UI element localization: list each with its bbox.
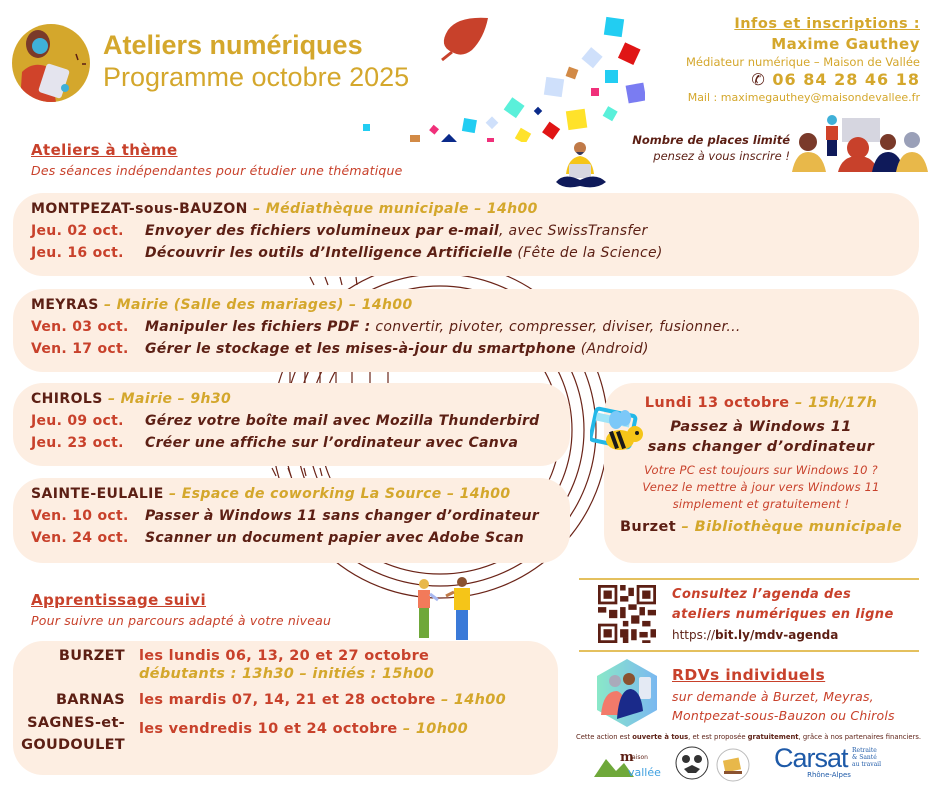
man-with-laptop-icon xyxy=(556,140,606,195)
svg-text:aison: aison xyxy=(632,754,648,761)
session-row: Jeu. 16 oct. Découvrir les outils d’Intelligence Artificielle (Fête de la Science) xyxy=(31,245,663,261)
session-row: Ven. 17 oct. Gérer le stockage et les mises-à-jour du smartphone (Android) xyxy=(31,341,649,357)
theme-block-meyras xyxy=(13,289,919,372)
svg-text:m: m xyxy=(620,750,634,765)
avatar-illustration xyxy=(12,24,90,102)
rdv-block xyxy=(672,666,895,725)
divider xyxy=(579,650,919,652)
agenda-line2: ateliers numériques en ligne xyxy=(672,607,894,622)
page-subtitle: Programme octobre 2025 xyxy=(103,62,410,92)
individual-appointment-illustration xyxy=(597,659,657,727)
info-heading: Infos et inscriptions : xyxy=(734,16,920,32)
contact-mail[interactable]: Mail : maximegauthey@maisondevallee.fr xyxy=(687,91,920,104)
apprentissage-section-header xyxy=(31,591,331,628)
session-row: Jeu. 09 oct. Gérez votre boîte mail avec Mozilla Thunderbird xyxy=(31,413,540,429)
themes-title: Ateliers à thème xyxy=(31,141,178,159)
limited-places-notice xyxy=(614,132,790,164)
app-place: BARNAS xyxy=(55,692,125,708)
audience-illustration xyxy=(792,114,928,174)
app-place: BURZET xyxy=(58,648,125,664)
apprentissage-subtitle: Pour suivre un parcours adapté à votre niveau xyxy=(31,613,332,628)
rdv-line2: Montpezat-sous-Bauzon ou Chirols xyxy=(672,708,895,723)
phone-icon: ✆ xyxy=(751,70,766,89)
places-line2: pensez à vous inscrire ! xyxy=(653,149,790,163)
agenda-link[interactable]: https://bit.ly/mdv-agenda xyxy=(672,628,839,642)
event-date: Lundi 13 octobre – 15h/17h xyxy=(644,395,878,411)
agenda-line1: Consultez l’agenda des xyxy=(672,587,852,602)
session-row: Jeu. 02 oct. Envoyer des fichiers volumineux par e-mail, avec SwissTransfer xyxy=(31,223,648,239)
apprentissage-card xyxy=(13,641,558,775)
app-schedule: les vendredis 10 et 24 octobre – 10h00 xyxy=(139,721,469,737)
theme-block-montpezat xyxy=(13,193,919,276)
partner-logos xyxy=(594,745,940,785)
places-line1: Nombre de places limité xyxy=(632,133,790,147)
contact-phone[interactable]: 06 84 28 46 18 xyxy=(772,70,920,89)
block-place: SAINTE-EULALIE – Espace de coworking La Source – 14h00 xyxy=(31,486,511,502)
apprentissage-title: Apprentissage suivi xyxy=(31,591,207,609)
svg-text:vallée: vallée xyxy=(628,766,661,779)
app-schedule: les mardis 07, 14, 21 et 28 octobre – 14h00 xyxy=(139,692,507,708)
carsat-logo: Carsat Retraite & Santé au travail Rhône-Alpes xyxy=(774,743,882,779)
contact-info xyxy=(686,16,920,104)
block-place: MEYRAS – Mairie (Salle des mariages) – 14h00 xyxy=(31,297,413,313)
session-row: Ven. 03 oct. Manipuler les fichiers PDF : convertir, pivoter, compresser, diviser, fusionner... xyxy=(31,319,741,335)
themes-subtitle: Des séances indépendantes pour étudier une thématique xyxy=(31,163,403,178)
agenda-block xyxy=(672,585,894,645)
maison-de-vallee-logo xyxy=(594,749,670,779)
session-row: Ven. 10 oct. Passer à Windows 11 sans changer d’ordinateur xyxy=(31,508,540,524)
rdv-line1: sur demande à Burzet, Meyras, xyxy=(672,689,874,704)
qr-code-icon[interactable] xyxy=(598,585,656,643)
contact-role: Médiateur numérique – Maison de Vallée xyxy=(685,55,920,69)
app-schedule: les lundis 06, 13, 20 et 27 octobre débutants : 13h30 – initiés : 15h00 xyxy=(139,648,435,682)
page-title: Ateliers numériques xyxy=(103,30,363,60)
theme-block-sainte-eulalie xyxy=(13,478,570,563)
confetti-decoration xyxy=(355,12,645,142)
themes-section-header xyxy=(31,141,403,178)
conseiller-numerique-logo xyxy=(716,745,750,785)
ardeche-logo xyxy=(674,745,710,781)
block-place: CHIROLS – Mairie – 9h30 xyxy=(31,391,232,407)
contact-phone-row xyxy=(686,70,920,89)
event-place: Burzet – Bibliothèque municipale xyxy=(619,519,903,535)
windows11-event-card xyxy=(604,383,918,563)
rdv-title: RDVs individuels xyxy=(672,666,826,684)
divider xyxy=(579,578,919,580)
two-people-talking-icon xyxy=(414,576,478,642)
contact-name: Maxime Gauthey xyxy=(771,35,920,53)
session-row: Jeu. 23 oct. Créer une affiche sur l’ordinateur avec Canva xyxy=(31,435,519,451)
session-row: Ven. 24 oct. Scanner un document papier avec Adobe Scan xyxy=(31,530,524,546)
windows-bee-icon xyxy=(590,406,646,456)
app-place: SAGNES-et- GOUDOULET xyxy=(21,715,125,753)
theme-block-chirols xyxy=(13,383,570,466)
woman-with-tablet-icon xyxy=(12,24,90,102)
event-description: Votre PC est toujours sur Windows 10 ? Venez le mettre à jour vers Windows 11 simplement et gratuitement ! xyxy=(642,463,880,511)
event-title: Passez à Windows 11 sans changer d’ordinateur xyxy=(647,419,875,455)
block-place: MONTPEZAT-sous-BAUZON – Médiathèque municipale – 14h00 xyxy=(31,201,538,217)
footer-note: Cette action est ouverte à tous, et est proposée gratuitement, grâce à nos partenaires financiers. xyxy=(576,733,922,741)
